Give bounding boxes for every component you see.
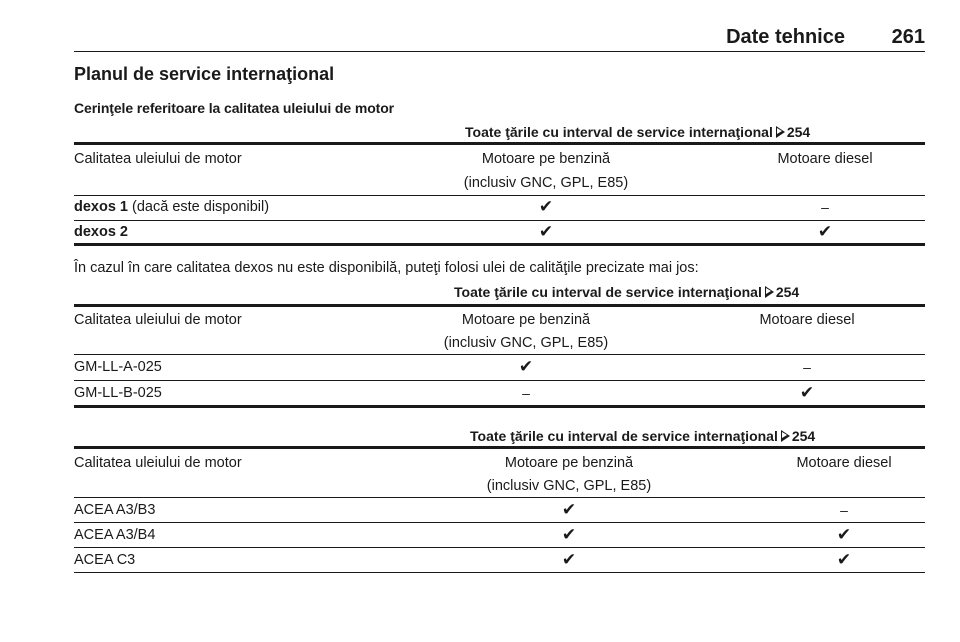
table-row-name: GM-LL-B-025 (74, 385, 162, 401)
table-row-name: dexos 2 (74, 224, 128, 240)
column-header-diesel: Motoare diesel (777, 151, 873, 167)
column-header-petrol: Motoare pe benzină (481, 151, 611, 167)
table-rule (74, 446, 925, 449)
table-rule (74, 572, 925, 573)
page-header-title: Date tehnice (726, 26, 845, 48)
check-icon: ✔ (817, 222, 833, 241)
check-icon: ✔ (538, 197, 554, 216)
table-rule (74, 195, 925, 196)
table-rule (74, 547, 925, 548)
check-icon: ✔ (538, 222, 554, 241)
column-header-petrol-note: (inclusiv GNC, GPL, E85) (486, 478, 652, 494)
page-reference-icon (781, 430, 790, 442)
check-icon: ✔ (799, 383, 815, 402)
section-title: Planul de service internaţional (74, 64, 335, 84)
page-reference-icon (776, 126, 785, 138)
page-reference[interactable]: 254 (775, 284, 800, 300)
column-header-oil-quality: Calitatea uleiului de motor (74, 151, 242, 167)
column-header-petrol-note: (inclusiv GNC, GPL, E85) (463, 175, 629, 191)
column-header-oil-quality: Calitatea uleiului de motor (74, 455, 242, 471)
table-rule (74, 142, 925, 145)
dash-icon: – (840, 502, 848, 518)
page-reference[interactable]: 254 (791, 428, 816, 444)
table-rule (74, 304, 925, 307)
page-number: 261 (891, 26, 925, 48)
column-header-petrol: Motoare pe benzină (504, 455, 634, 471)
table-caption: Toate ţările cu interval de service internaţional 254 (454, 284, 800, 300)
table-rule (74, 243, 925, 246)
check-icon: ✔ (561, 550, 577, 569)
dash-icon: – (803, 359, 811, 375)
table-caption: Toate ţările cu interval de service internaţional 254 (465, 124, 811, 140)
table-row-name: ACEA C3 (74, 552, 136, 568)
column-header-oil-quality: Calitatea uleiului de motor (74, 312, 242, 328)
table-rule (74, 405, 925, 408)
column-header-diesel: Motoare diesel (759, 312, 855, 328)
subsection-title: Cerinţele referitoare la calitatea uleiului de motor (74, 100, 395, 116)
table-rule (74, 522, 925, 523)
check-icon: ✔ (518, 357, 534, 376)
table-row-name: dexos 1 (dacă este disponibil) (74, 199, 270, 215)
note-text: În cazul în care calitatea dexos nu este disponibilă, puteţi folosi ulei de calităţile precizate mai jos: (74, 260, 699, 276)
table-row-name: ACEA A3/B3 (74, 502, 156, 518)
check-icon: ✔ (836, 525, 852, 544)
table-row-name: ACEA A3/B4 (74, 527, 156, 543)
dash-icon: – (522, 385, 530, 401)
table-rule (74, 354, 925, 355)
column-header-diesel: Motoare diesel (796, 455, 892, 471)
page-reference[interactable]: 254 (786, 124, 811, 140)
column-header-petrol-note: (inclusiv GNC, GPL, E85) (443, 335, 609, 351)
table-rule (74, 220, 925, 221)
dash-icon: – (821, 199, 829, 215)
header-rule (74, 51, 925, 52)
check-icon: ✔ (561, 525, 577, 544)
check-icon: ✔ (561, 500, 577, 519)
check-icon: ✔ (836, 550, 852, 569)
table-rule (74, 380, 925, 381)
table-row-name: GM-LL-A-025 (74, 359, 162, 375)
table-rule (74, 497, 925, 498)
table-caption: Toate ţările cu interval de service internaţional 254 (470, 428, 816, 444)
column-header-petrol: Motoare pe benzină (461, 312, 591, 328)
page-reference-icon (765, 286, 774, 298)
